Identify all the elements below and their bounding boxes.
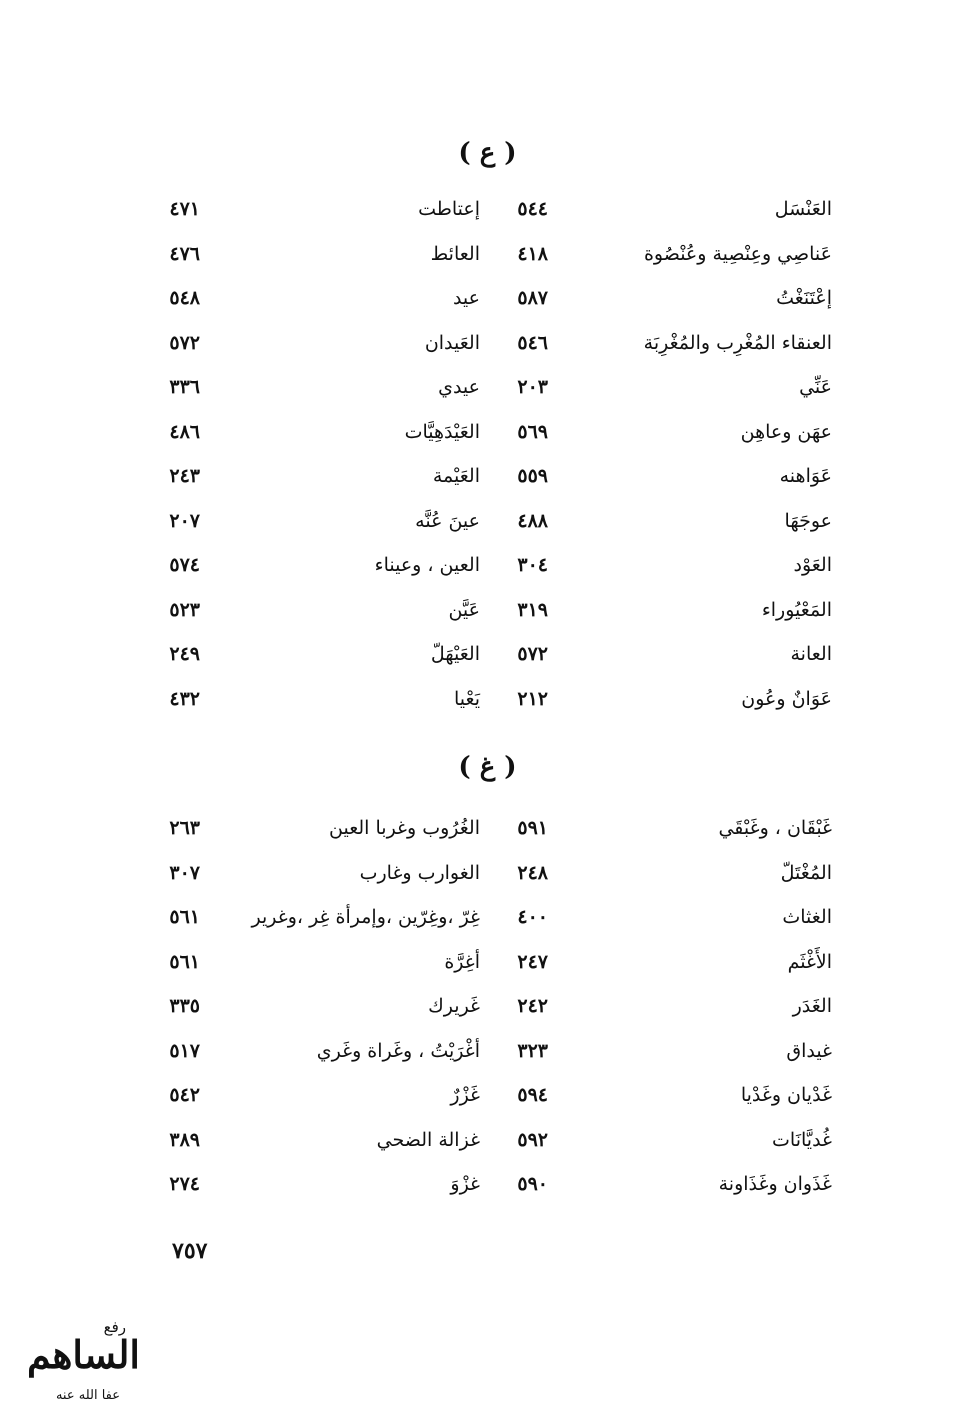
page-ref: ٥٦٩	[517, 420, 548, 443]
index-word: غَبْقَان ، وغَبْقَي	[718, 817, 832, 839]
index-row	[150, 287, 840, 332]
page-ref: ٢٤٢	[517, 995, 548, 1017]
index-row	[150, 599, 840, 644]
page-ref: ٤٧١	[169, 198, 200, 220]
page-ref: ٢٠٣	[517, 376, 548, 398]
page-ref: ٥٩٠	[517, 1173, 548, 1195]
page-ref: ٥٩٢	[517, 1128, 548, 1151]
page-ref: ٤٨٦	[169, 420, 200, 443]
page-ref: ٤٧٦	[169, 242, 200, 265]
index-word: عَناصِي وعِنْصِية وعُنْصُوة	[643, 242, 832, 265]
page-ref: ٢٤٩	[169, 643, 200, 665]
index-row	[150, 817, 840, 862]
page-ref: ٢٤٨	[517, 861, 548, 884]
page-ref: ٢١٢	[517, 687, 548, 710]
index-word: أغِرَّة	[444, 950, 480, 973]
index-word: الغَدَر	[792, 995, 832, 1017]
page-ref: ٢٤٧	[517, 950, 548, 973]
page-ref: ٣٢٣	[517, 1039, 548, 1062]
stamp-line: رفع	[103, 1318, 126, 1336]
index-row	[150, 421, 840, 466]
page-ref: ٥٧٢	[517, 643, 548, 665]
index-word: عهَن وعاهِن	[740, 420, 832, 443]
index-row	[150, 951, 840, 996]
index-row	[150, 243, 840, 288]
index-word: غيداق	[786, 1039, 832, 1062]
index-word: العَنْسَل	[774, 198, 832, 220]
index-word: العانة	[790, 643, 832, 665]
index-word: العَيْهَلّ	[430, 643, 480, 665]
page-ref: ٥٦١	[169, 950, 200, 973]
page-ref: ٣٠٤	[517, 554, 548, 576]
page-ref: ٥٢٣	[169, 598, 200, 621]
index-word: غزالة الضحي	[376, 1128, 480, 1151]
page-ref: ٤٠٠	[517, 906, 548, 928]
index-word: العائط	[430, 242, 480, 265]
index-row	[150, 1040, 840, 1085]
index-word: أغْرَيْتُ ، وغَراة وغَري	[316, 1039, 480, 1062]
index-row	[150, 510, 840, 555]
index-word: غزْوَ	[450, 1173, 480, 1195]
page-ref: ٥٤٦	[517, 331, 548, 354]
index-section-ghain	[150, 817, 840, 1218]
page-ref: ٤٣٢	[169, 687, 200, 710]
index-row	[150, 198, 840, 243]
index-word: المَعْيُوراء	[761, 598, 832, 621]
page-ref: ٣٣٦	[169, 376, 200, 398]
index-word: إعْتَنَغْتُ	[776, 287, 832, 309]
index-word: غَدْيان وغَدْيا	[740, 1084, 832, 1106]
index-word: غُديَّانَات	[772, 1128, 832, 1151]
index-row	[150, 688, 840, 733]
page-ref: ٥٨٧	[517, 287, 548, 309]
index-word: المُغْتَلّ	[780, 861, 832, 884]
page-ref: ٣٣٥	[169, 995, 200, 1017]
index-section-ain	[150, 198, 840, 732]
index-row	[150, 995, 840, 1040]
index-row	[150, 1173, 840, 1218]
page-ref: ٣١٩	[517, 598, 548, 621]
index-word: العَيدان	[424, 331, 480, 354]
index-word: الأَغْثَم	[787, 950, 832, 973]
index-row	[150, 554, 840, 599]
index-word: غَريرك	[428, 995, 480, 1017]
index-row	[150, 1129, 840, 1174]
index-word: العَيْمة	[432, 465, 480, 487]
index-word: الغوارب وغارب	[359, 861, 480, 884]
page-ref: ٢٧٤	[169, 1173, 200, 1195]
index-word: الغثاث	[782, 906, 832, 928]
index-word: عَوَاهنه	[779, 465, 832, 487]
page-ref: ٥٤٨	[169, 287, 200, 309]
index-word: عَيَّن	[448, 598, 480, 621]
page-ref: ٥٩١	[517, 817, 548, 839]
index-row	[150, 332, 840, 377]
index-word: غِرّ ،وغِرّين ،وإمرأة غِر ،وغرير	[251, 906, 480, 928]
index-row	[150, 1084, 840, 1129]
index-word: عوجَهَا	[784, 509, 832, 532]
index-word: عَوَانٌ وعُون	[741, 687, 832, 710]
page-ref: ٣٨٩	[169, 1128, 200, 1151]
index-word: عينَ عُنَّه	[415, 509, 480, 532]
page-ref: ٥٧٢	[169, 331, 200, 354]
index-row	[150, 862, 840, 907]
page-ref: ٤٨٨	[517, 509, 548, 532]
page-ref: ٥٥٩	[517, 465, 548, 487]
page-ref: ٥٤٢	[169, 1084, 200, 1106]
index-row	[150, 643, 840, 688]
page-ref: ٥٤٤	[517, 198, 548, 220]
index-row	[150, 376, 840, 421]
index-row	[150, 465, 840, 510]
page-ref: ٥١٧	[169, 1039, 200, 1062]
index-word: غَزْرٌ	[450, 1084, 480, 1106]
page-ref: ٥٦١	[169, 906, 200, 928]
page-ref: ٢٠٧	[169, 509, 200, 532]
index-word: إعتاطت	[418, 198, 480, 220]
index-word: العَيْدَهِيَّات	[404, 420, 480, 443]
index-word: عيدي	[438, 376, 480, 398]
index-word: العنقاء المُغْرِب والمُغْرِبَة	[643, 331, 832, 354]
index-word: العين ، وعيناء	[374, 554, 480, 576]
stamp-line: عفا الله عنه	[55, 1388, 120, 1403]
signature-stamp	[18, 1318, 148, 1413]
index-word: غَذَوان وغَذَاونة	[718, 1173, 832, 1195]
page-number: ٧٥٧	[172, 1238, 208, 1264]
index-word: العَوْد	[793, 554, 832, 576]
page-ref: ٢٤٣	[169, 465, 200, 487]
page-ref: ٥٩٤	[517, 1084, 548, 1106]
page-ref: ٥٧٤	[169, 554, 200, 576]
index-word: يَعْيا	[454, 687, 480, 710]
page-ref: ٣٠٧	[169, 861, 200, 884]
page-ref: ٢٦٣	[169, 817, 200, 839]
index-word: عيد	[452, 287, 480, 309]
section-heading-ghain: ( غ )	[458, 752, 517, 782]
stamp-line: الساهم	[27, 1332, 140, 1377]
index-word: الغُرُوب وغربا العين	[329, 817, 480, 839]
index-row	[150, 906, 840, 951]
page-ref: ٤١٨	[517, 242, 548, 265]
index-word: عَنِّي	[799, 376, 832, 398]
section-heading-ain: ( ع )	[458, 138, 517, 168]
